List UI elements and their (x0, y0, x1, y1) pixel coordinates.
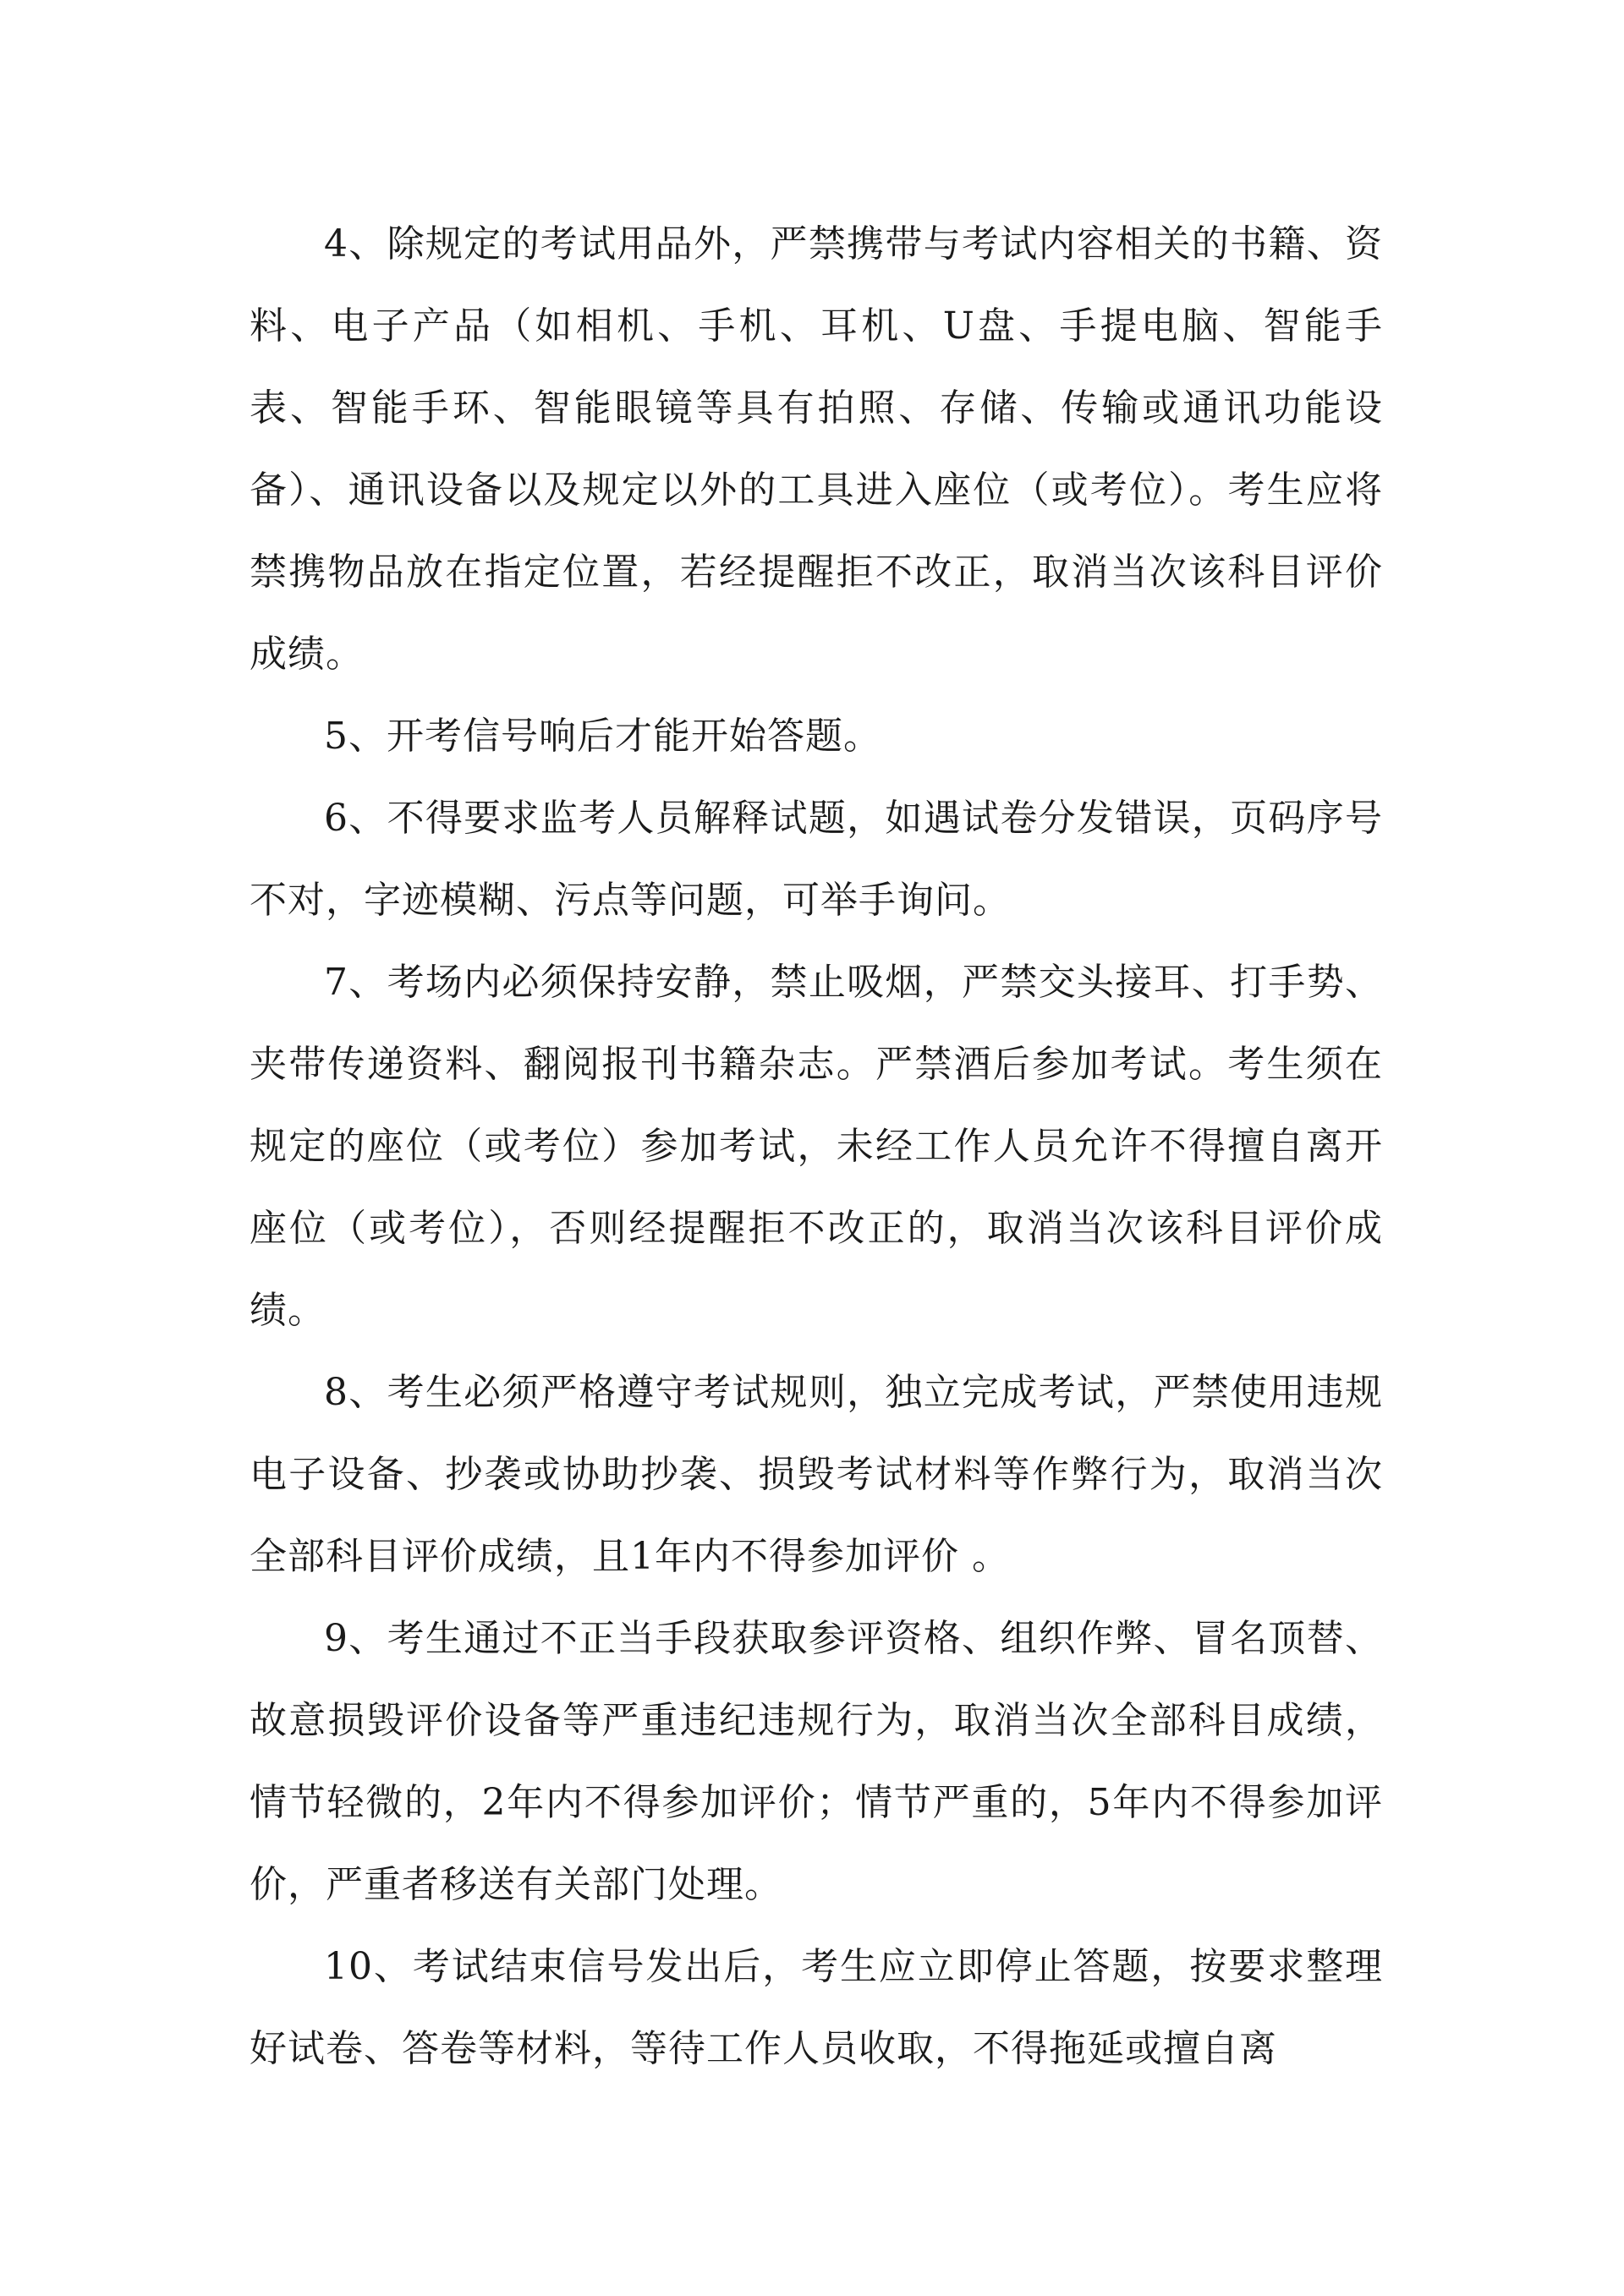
paragraph-rule-10: 10、考试结束信号发出后，考生应立即停止答题，按要求整理好试卷、答卷等材料，等待工作人员收取，不得拖延或擅自离 (250, 1945, 1383, 2070)
paragraph-rule-6: 6、不得要求监考人员解释试题，如遇试卷分发错误，页码序号不对，字迹模糊、污点等问题，可举手询问。 (250, 797, 1383, 922)
paragraph-rule-7: 7、考场内必须保持安静，禁止吸烟，严禁交头接耳、打手势、夹带传递资料、翻阅报刊书籍杂志。严禁酒后参加考试。考生须在规定的座位（或考位）参加考试，未经工作人员允许不得擅自离开座位（或考位），否则经提醒拒不改正的，取消当次该科目评价成绩。 (250, 961, 1383, 1332)
paragraph-rule-4: 4、除规定的考试用品外，严禁携带与考试内容相关的书籍、资料、电子产品（如相机、手机、耳机、U盘、手提电脑、智能手表、智能手环、智能眼镜等具有拍照、存储、传输或通讯功能设备）、通讯设备以及规定以外的工具进入座位（或考位）。考生应将禁携物品放在指定位置，若经提醒拒不改正，取消当次该科目评价成绩。 (250, 222, 1383, 676)
paragraph-rule-8: 8、考生必须严格遵守考试规则，独立完成考试，严禁使用违规电子设备、抄袭或协助抄袭、损毁考试材料等作弊行为，取消当次全部科目评价成绩，且1年内不得参加评价 。 (250, 1371, 1383, 1578)
paragraph-rule-5: 5、开考信号响后才能开始答题。 (324, 715, 881, 758)
document-body (250, 203, 1383, 2090)
paragraph-rule-9: 9、考生通过不正当手段获取参评资格、组织作弊、冒名顶替、故意损毁评价设备等严重违纪违规行为，取消当次全部科目成绩，情节轻微的，2年内不得参加评价；情节严重的，5年内不得参加评价，严重者移送有关部门处理。 (250, 1617, 1383, 1906)
